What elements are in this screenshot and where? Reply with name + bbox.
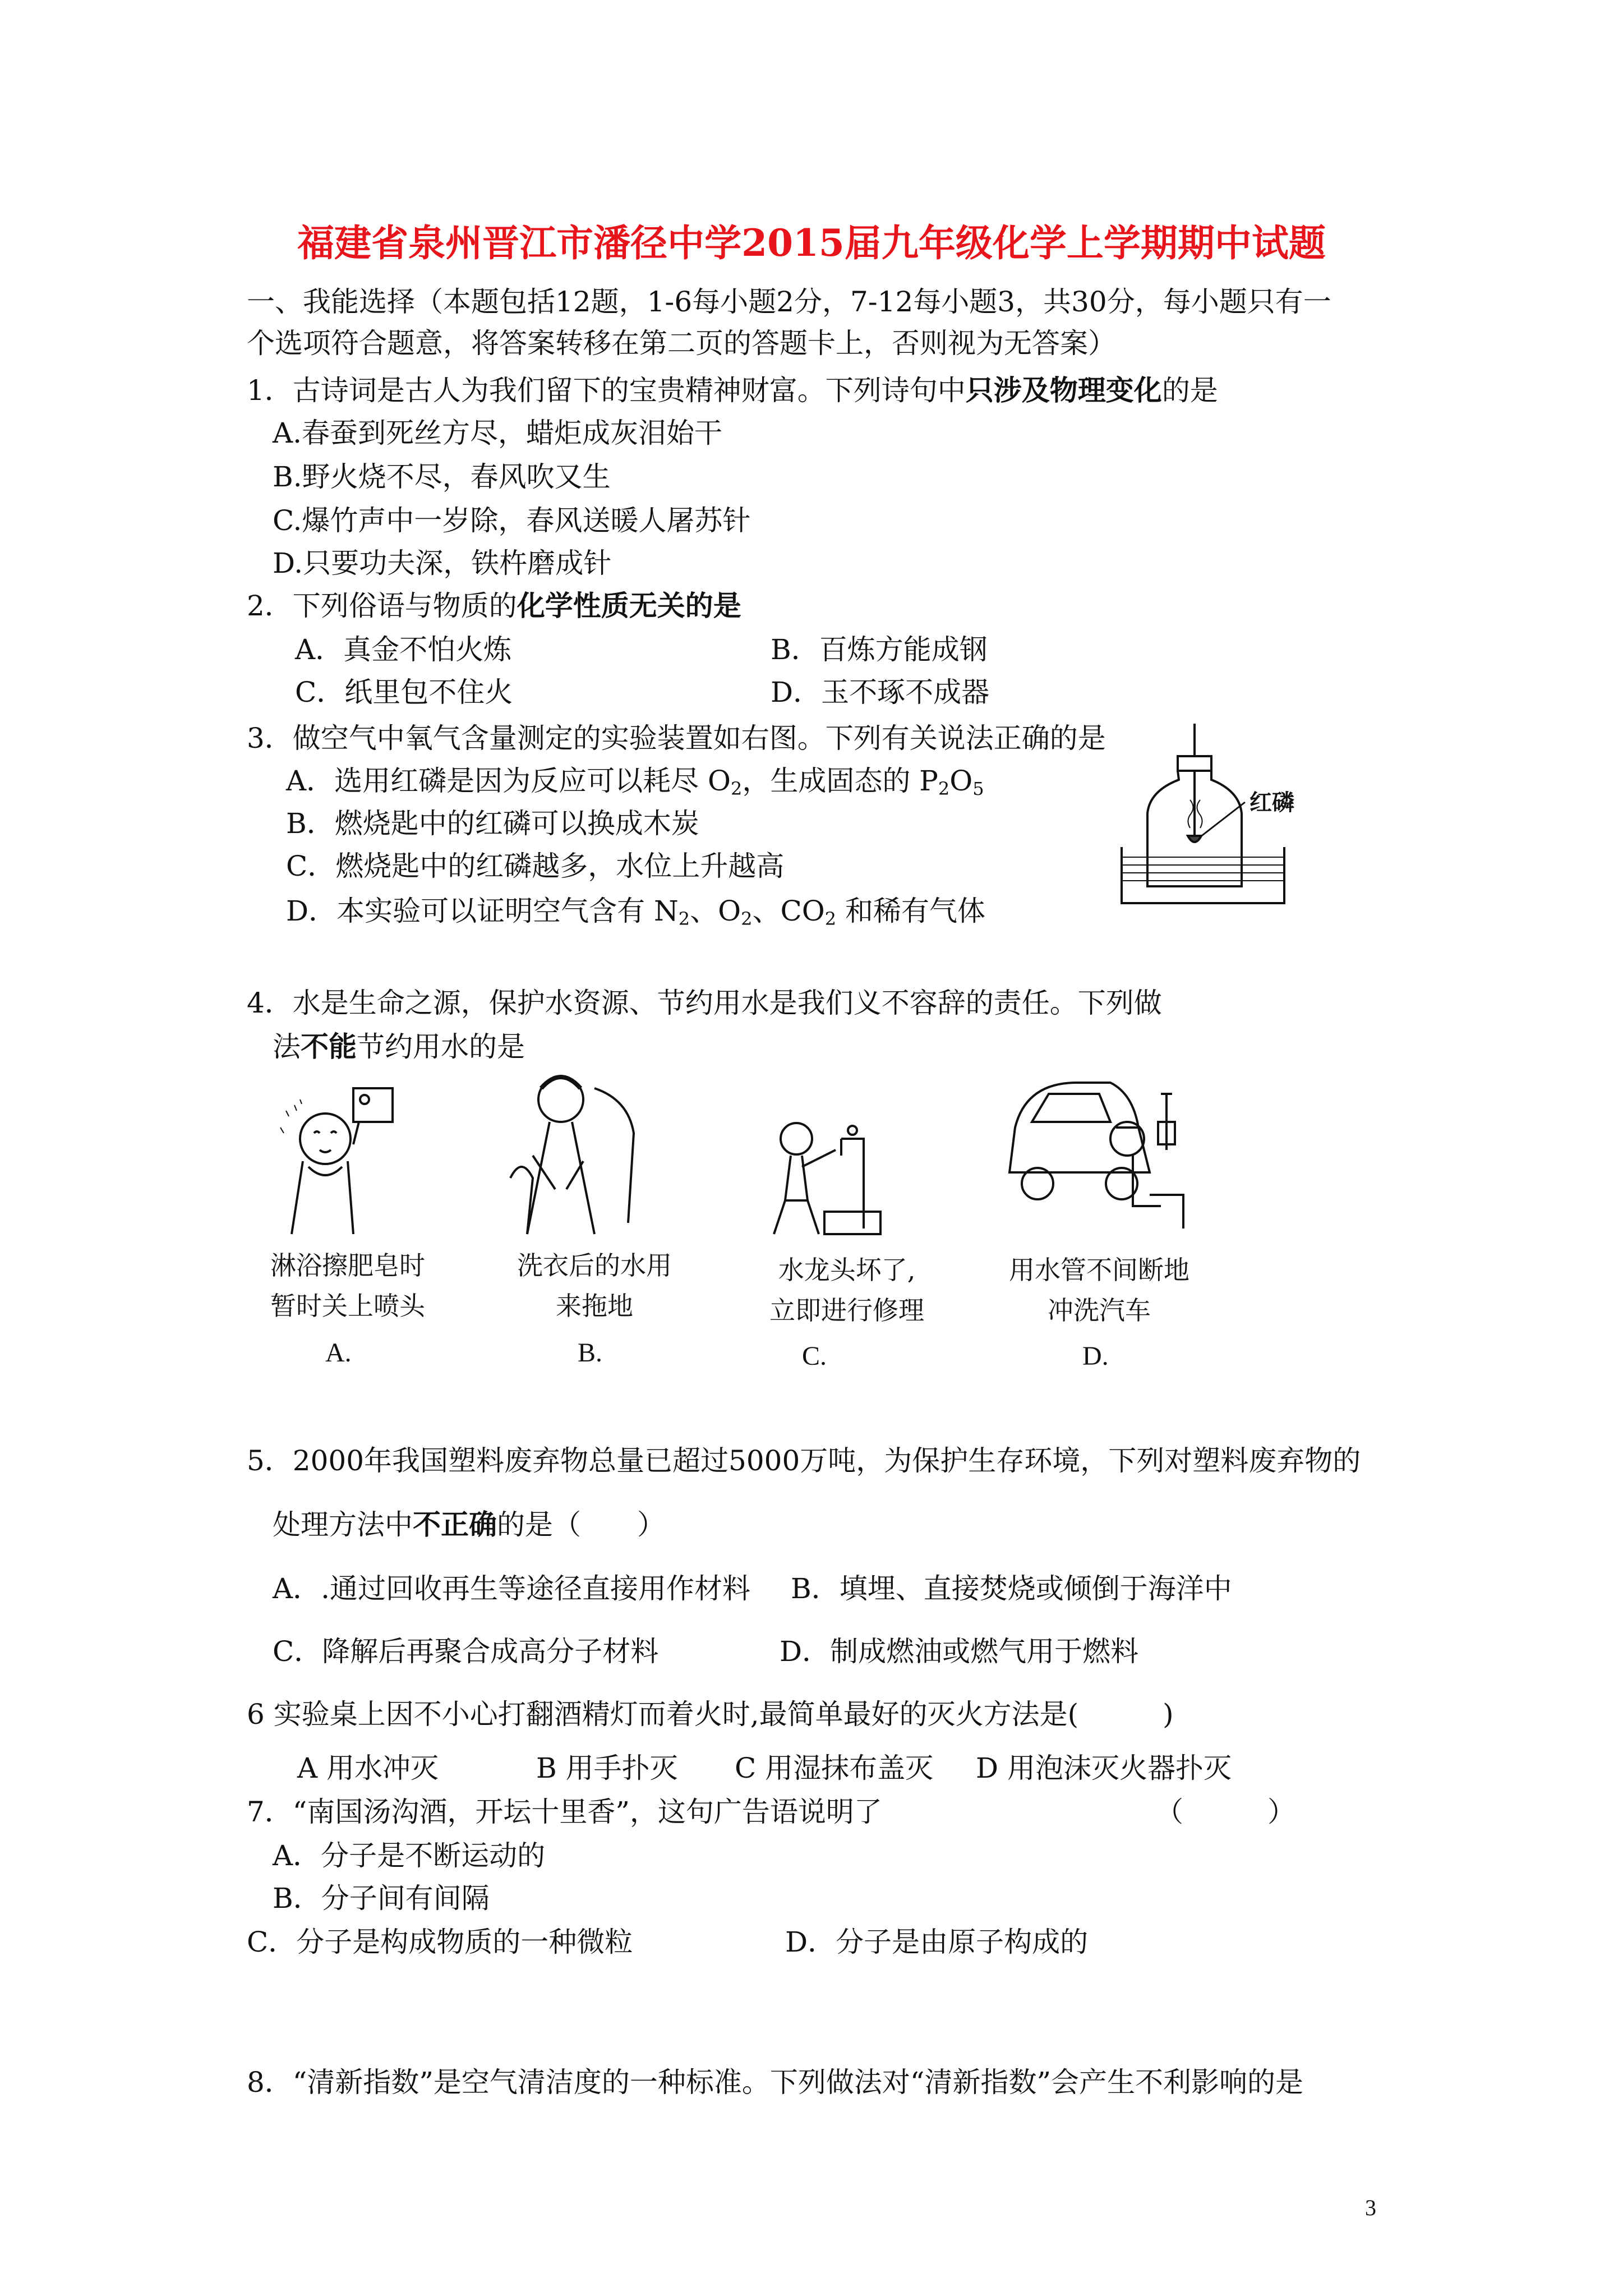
question-3-option-b: B．燃烧匙中的红磷可以换成木炭 [286,807,699,840]
option-c-caption: 水龙头坏了, 立即进行修理 [769,1255,924,1326]
option-b-letter: B. [578,1338,603,1368]
apparatus-figure [1116,718,1352,931]
question-6-option-d: D 用泡沫灭火器扑灭 [976,1752,1232,1784]
question-5-option-a: A．.通过回收再生等途径直接用作材料 [273,1572,751,1605]
question-1-option-b: B.野火烧不尽，春风吹又生 [273,461,611,493]
question-1-option-c: C.爆竹声中一岁除，春风送暖人屠苏针 [273,504,751,537]
question-7-option-a: A．分子是不断运动的 [273,1839,546,1872]
section-heading-line2: 个选项符合题意，将答案转移在第二页的答题卡上，否则视为无答案） [247,327,1116,360]
question-2-option-b: B．百炼方能成钢 [771,633,988,666]
shower-illustration [269,1077,426,1240]
option-a-caption: 淋浴擦肥皂时 暂时关上喷头 [270,1250,425,1321]
question-4-stem-line1: 4．水是生命之源，保护水资源、节约用水是我们义不容辞的责任。下列做 [247,987,1162,1019]
question-2-option-a: A．真金不怕火炼 [295,633,512,666]
question-2-stem: 2．下列俗语与物质的化学性质无关的是 [247,589,741,622]
question-6-option-b: B 用手扑灭 [536,1752,678,1784]
question-5-option-b: B．填埋、直接焚烧或倾倒于海洋中 [791,1572,1232,1605]
question-8-stem: 8．“清新指数”是空气清洁度的一种标准。下列做法对“清新指数”会产生不利影响的是 [247,2066,1304,2099]
question-5-stem-line1: 5．2000年我国塑料废弃物总量已超过5000万吨，为保护生存环境，下列对塑料废弃物的 [247,1444,1361,1477]
question-5-option-d: D．制成燃油或燃气用于燃料 [780,1635,1139,1668]
section-heading-line1: 一、我能选择（本题包括12题，1-6每小题2分，7-12每小题3，共30分，每小题只有一 [247,286,1331,318]
option-d-caption: 用水管不间断地 冲洗汽车 [1009,1255,1189,1326]
question-7-stem: 7．“南国汤沟酒，开坛十里香”，这句广告语说明了 [247,1796,882,1828]
question-7-option-d: D．分子是由原子构成的 [785,1926,1089,1958]
question-1-stem: 1．古诗词是古人为我们留下的宝贵精神财富。下列诗句中只涉及物理变化的是 [247,374,1218,407]
question-6-option-c: C 用湿抹布盖灭 [735,1752,934,1784]
laundry-illustration [494,1066,651,1240]
question-3-option-c: C．燃烧匙中的红磷越多，水位上升越高 [286,850,785,882]
page-number: 3 [1365,2195,1376,2220]
car-wash-illustration [998,1060,1189,1245]
question-7-option-b: B．分子间有间隔 [273,1882,490,1915]
option-d-letter: D. [1082,1341,1109,1371]
question-6-option-a: A 用水冲灭 [297,1752,439,1784]
page-title: 福建省泉州晋江市潘径中学2015届九年级化学上学期期中试题 [297,221,1326,265]
question-1-option-d: D.只要功夫深，铁杵磨成针 [273,547,612,579]
question-2-option-d: D．玉不琢不成器 [771,676,990,708]
question-5-option-c: C．降解后再聚合成高分子材料 [273,1635,659,1668]
option-c-letter: C. [802,1341,827,1371]
option-a-letter: A. [325,1338,352,1368]
question-3-option-d: D．本实验可以证明空气含有 $N_2$、$O_2$、$CO_2$ 和稀有气体 [286,895,985,930]
question-2-option-c: C．纸里包不住火 [295,676,513,708]
question-6-stem: 6 实验桌上因不小心打翻酒精灯而着火时,最简单最好的灭火方法是( ) [247,1698,1174,1731]
question-7-option-c: C．分子是构成物质的一种微粒 [247,1926,633,1958]
question-5-stem-line2: 处理方法中不正确的是（ ） [273,1508,665,1541]
question-7-answer-paren: （ ） [1155,1796,1295,1828]
question-4-stem-line2: 法不能节约用水的是 [273,1030,525,1063]
question-3-stem: 3．做空气中氧气含量测定的实验装置如右图。下列有关说法正确的是 [247,722,1106,754]
red-phosphorus-label: 红磷 [1249,790,1294,816]
question-1-option-a: A.春蚕到死丝方尽，蜡炬成灰泪始干 [273,417,723,449]
question-3-option-a: A．选用红磷是因为反应可以耗尽 $O_2$，生成固态的 $P_2O_5$ [286,765,984,799]
faucet-repair-illustration [757,1116,897,1245]
option-b-caption: 洗衣后的水用 来拖地 [517,1250,672,1321]
